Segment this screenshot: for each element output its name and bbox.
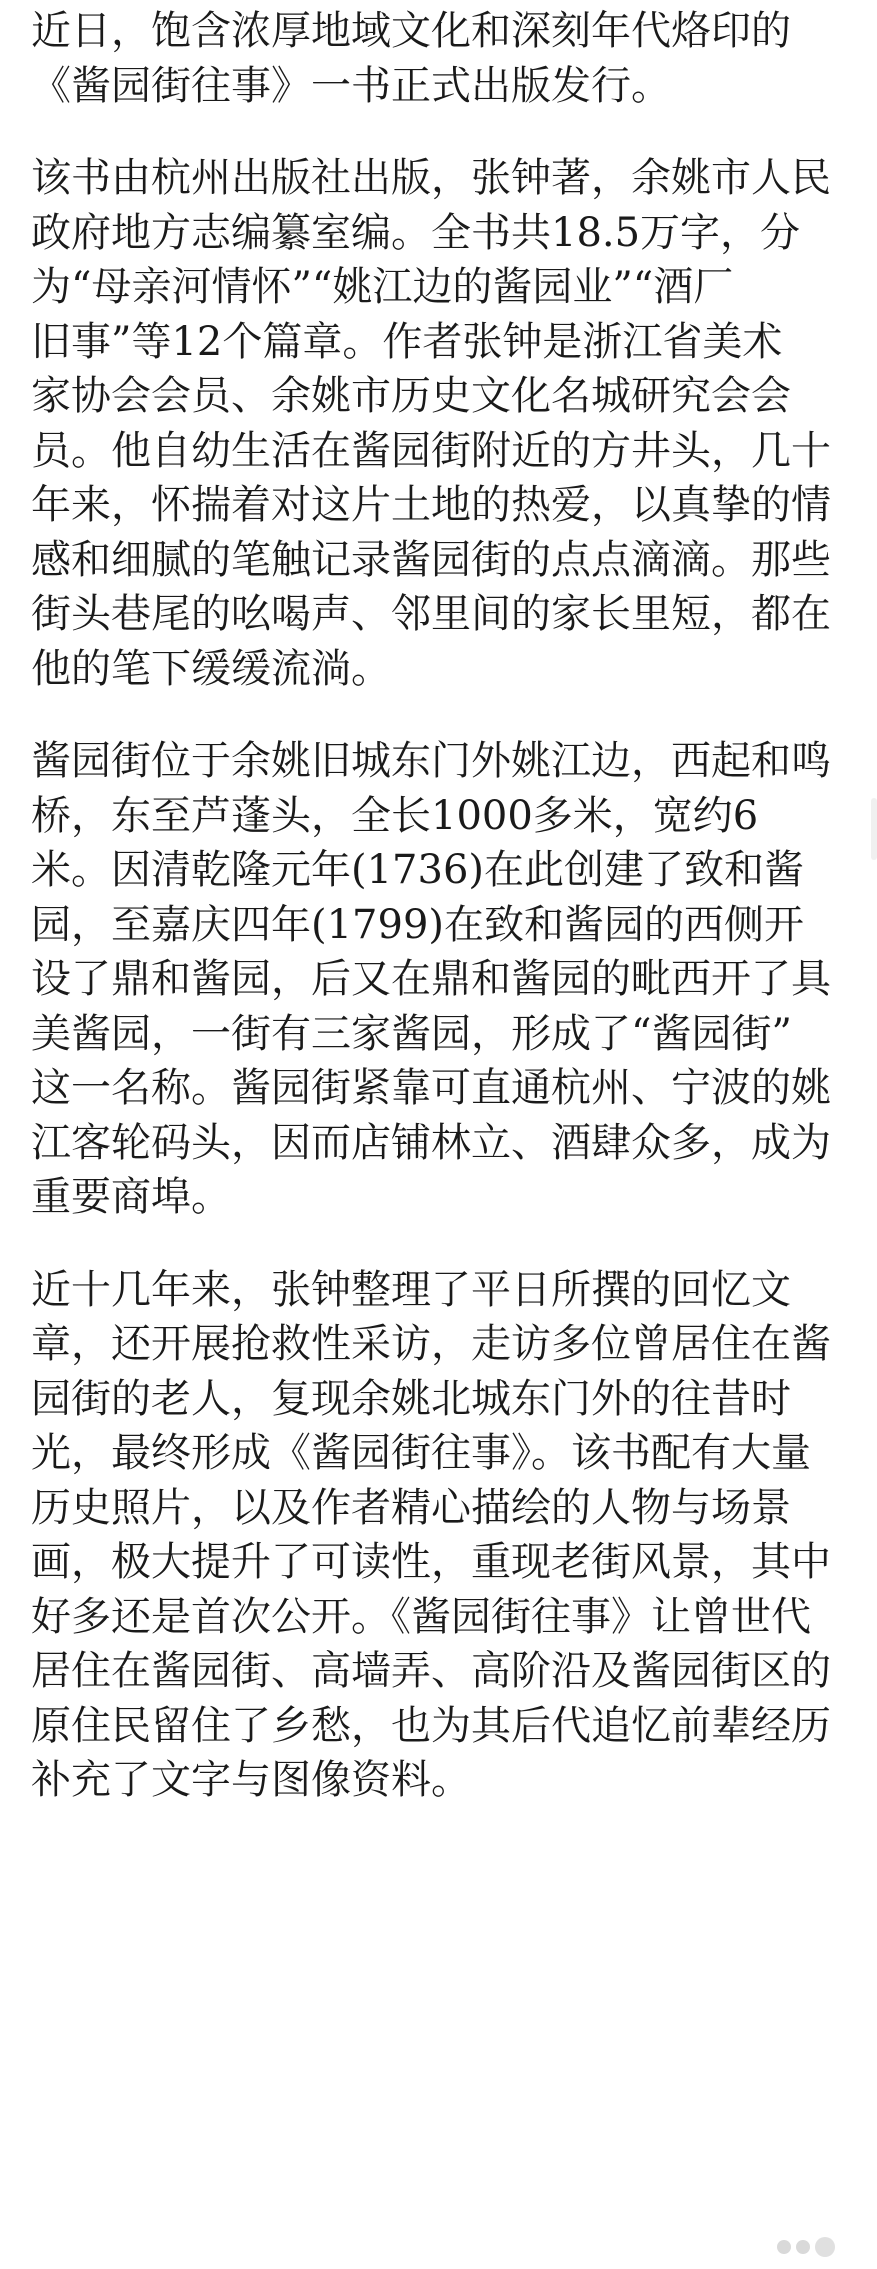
scroll-indicator[interactable]: [871, 798, 877, 860]
paragraph-line: 该书由杭州出版社出版，张钟著，余姚市人民: [31, 155, 831, 201]
paragraph-line: 街头巷尾的吆喝声、邻里间的家长里短，都在: [31, 591, 831, 637]
paragraph-line: 他的笔下缓缓流淌。: [31, 645, 391, 692]
paragraph-line: 为“母亲河情怀”“姚江边的酱园业”“酒厂: [31, 264, 734, 310]
watermark-dot: [777, 2240, 791, 2254]
paragraph-line: 年来，怀揣着对这片土地的热爱，以真挚的情: [31, 482, 831, 528]
paragraph-line: 家协会会员、余姚市历史文化名城研究会会: [31, 373, 791, 419]
paragraph-line: 酱园街位于余姚旧城东门外姚江边，西起和鸣: [31, 738, 831, 784]
paragraph-line: 员。他自幼生活在酱园街附近的方井头，几十: [31, 427, 831, 474]
watermark-dots: [777, 2237, 835, 2257]
paragraph-line: 感和细腻的笔触记录酱园街的点点滴滴。那些: [31, 536, 831, 583]
paragraph-line: 近日，饱含浓厚地域文化和深刻年代烙印的: [31, 8, 791, 54]
paragraph-line: 好多还是首次公开。《酱园街往事》让曾世代: [31, 1593, 811, 1640]
paragraph-line: 重要商埠。: [31, 1174, 231, 1220]
paragraph-line: 补充了文字与图像资料。: [31, 1757, 471, 1803]
paragraph-line: 桥，东至芦蓬头，全长1000多米，宽约6: [31, 792, 759, 839]
paragraph: [31, 1263, 871, 1808]
paragraph-line: 《酱园街往事》一书正式出版发行。: [31, 62, 671, 109]
paragraph-line: 设了鼎和酱园，后又在鼎和酱园的毗西开了具: [31, 956, 831, 1002]
paragraph: [31, 151, 871, 696]
paragraph-line: 美酱园，一街有三家酱园，形成了“酱园街”: [31, 1010, 792, 1057]
watermark-dot: [796, 2240, 810, 2254]
paragraph: [31, 4, 871, 113]
paragraph-line: 近十几年来，张钟整理了平日所撰的回忆文: [31, 1266, 791, 1313]
paragraph-line: 园，至嘉庆四年(1799)在致和酱园的西侧开: [31, 901, 805, 948]
paragraph-line: 光，最终形成《酱园街往事》。该书配有大量: [31, 1430, 811, 1476]
paragraph-line: 原住民留住了乡愁，也为其后代追忆前辈经历: [31, 1702, 831, 1749]
paragraph-line: 政府地方志编纂室编。全书共18.5万字，分: [31, 209, 801, 256]
paragraph-line: 江客轮码头，因而店铺林立、酒肆众多，成为: [31, 1119, 831, 1166]
watermark-dot: [815, 2237, 835, 2257]
article-body: [31, 0, 871, 1846]
paragraph-line: 章，还开展抢救性采访，走访多位曾居住在酱: [31, 1321, 831, 1367]
paragraph-line: 这一名称。酱园街紧靠可直通杭州、宁波的姚: [31, 1065, 831, 1111]
paragraph-line: 米。因清乾隆元年(1736)在此创建了致和酱: [31, 847, 805, 893]
paragraph-line: 旧事”等12个篇章。作者张钟是浙江省美术: [31, 318, 783, 365]
paragraph-line: 园街的老人，复现余姚北城东门外的往昔时: [31, 1375, 791, 1422]
paragraph: [31, 734, 871, 1225]
paragraph-line: 历史照片，以及作者精心描绘的人物与场景: [31, 1484, 791, 1531]
paragraph-line: 居住在酱园街、高墙弄、高阶沿及酱园街区的: [31, 1648, 831, 1694]
paragraph-line: 画，极大提升了可读性，重现老街风景，其中: [31, 1539, 831, 1585]
